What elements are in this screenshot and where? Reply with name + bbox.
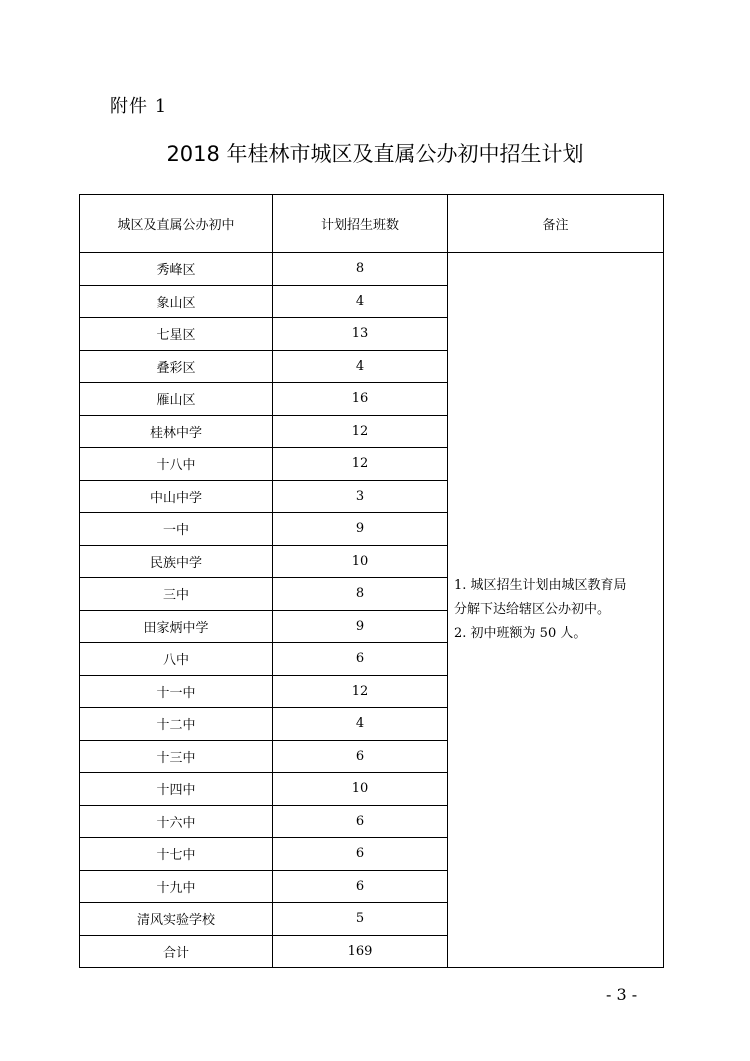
table-header-row — [80, 195, 664, 253]
class-count-cell: 4 — [273, 285, 448, 318]
class-count-cell: 12 — [273, 675, 448, 708]
class-count-cell: 6 — [273, 805, 448, 838]
school-name-cell: 秀峰区 — [80, 253, 273, 286]
school-name-cell: 十三中 — [80, 740, 273, 773]
class-count-cell: 169 — [273, 935, 448, 968]
school-name-cell: 中山中学 — [80, 480, 273, 513]
school-name-cell: 象山区 — [80, 285, 273, 318]
school-name-cell: 七星区 — [80, 318, 273, 351]
class-count-cell: 9 — [273, 513, 448, 546]
school-name-cell: 桂林中学 — [80, 415, 273, 448]
page-number: - 3 - — [606, 985, 638, 1004]
class-count-cell: 4 — [273, 350, 448, 383]
school-name-cell: 民族中学 — [80, 545, 273, 578]
document-title: 2018 年桂林市城区及直属公办初中招生计划 — [166, 142, 584, 166]
table-row — [80, 253, 664, 286]
header-classes: 计划招生班数 — [273, 195, 448, 253]
note-line: 1. 城区招生计划由城区教育局 — [454, 578, 627, 593]
school-name-cell: 十九中 — [80, 870, 273, 903]
note-line: 分解下达给辖区公办初中。 — [454, 602, 611, 617]
school-name-cell: 一中 — [80, 513, 273, 546]
header-school: 城区及直属公办初中 — [80, 195, 273, 253]
school-name-cell: 田家炳中学 — [80, 610, 273, 643]
class-count-cell: 8 — [273, 578, 448, 611]
school-name-cell: 十七中 — [80, 838, 273, 871]
class-count-cell: 3 — [273, 480, 448, 513]
school-name-cell: 十一中 — [80, 675, 273, 708]
school-name-cell: 十二中 — [80, 708, 273, 741]
class-count-cell: 5 — [273, 903, 448, 936]
school-name-cell: 十六中 — [80, 805, 273, 838]
enrollment-plan-table — [79, 194, 664, 968]
school-name-cell: 叠彩区 — [80, 350, 273, 383]
class-count-cell: 8 — [273, 253, 448, 286]
notes-cell — [448, 253, 664, 968]
class-count-cell: 9 — [273, 610, 448, 643]
class-count-cell: 4 — [273, 708, 448, 741]
class-count-cell: 13 — [273, 318, 448, 351]
class-count-cell: 6 — [273, 870, 448, 903]
attachment-label: 附件 1 — [110, 96, 168, 117]
school-name-cell: 十八中 — [80, 448, 273, 481]
class-count-cell: 6 — [273, 643, 448, 676]
class-count-cell: 10 — [273, 773, 448, 806]
class-count-cell: 12 — [273, 415, 448, 448]
class-count-cell: 6 — [273, 838, 448, 871]
class-count-cell: 6 — [273, 740, 448, 773]
class-count-cell: 16 — [273, 383, 448, 416]
note-line: 2. 初中班额为 50 人。 — [454, 626, 587, 641]
school-name-cell: 八中 — [80, 643, 273, 676]
school-name-cell: 清风实验学校 — [80, 903, 273, 936]
school-name-cell: 合计 — [80, 935, 273, 968]
class-count-cell: 10 — [273, 545, 448, 578]
school-name-cell: 雁山区 — [80, 383, 273, 416]
header-notes: 备注 — [448, 195, 664, 253]
school-name-cell: 三中 — [80, 578, 273, 611]
school-name-cell: 十四中 — [80, 773, 273, 806]
class-count-cell: 12 — [273, 448, 448, 481]
